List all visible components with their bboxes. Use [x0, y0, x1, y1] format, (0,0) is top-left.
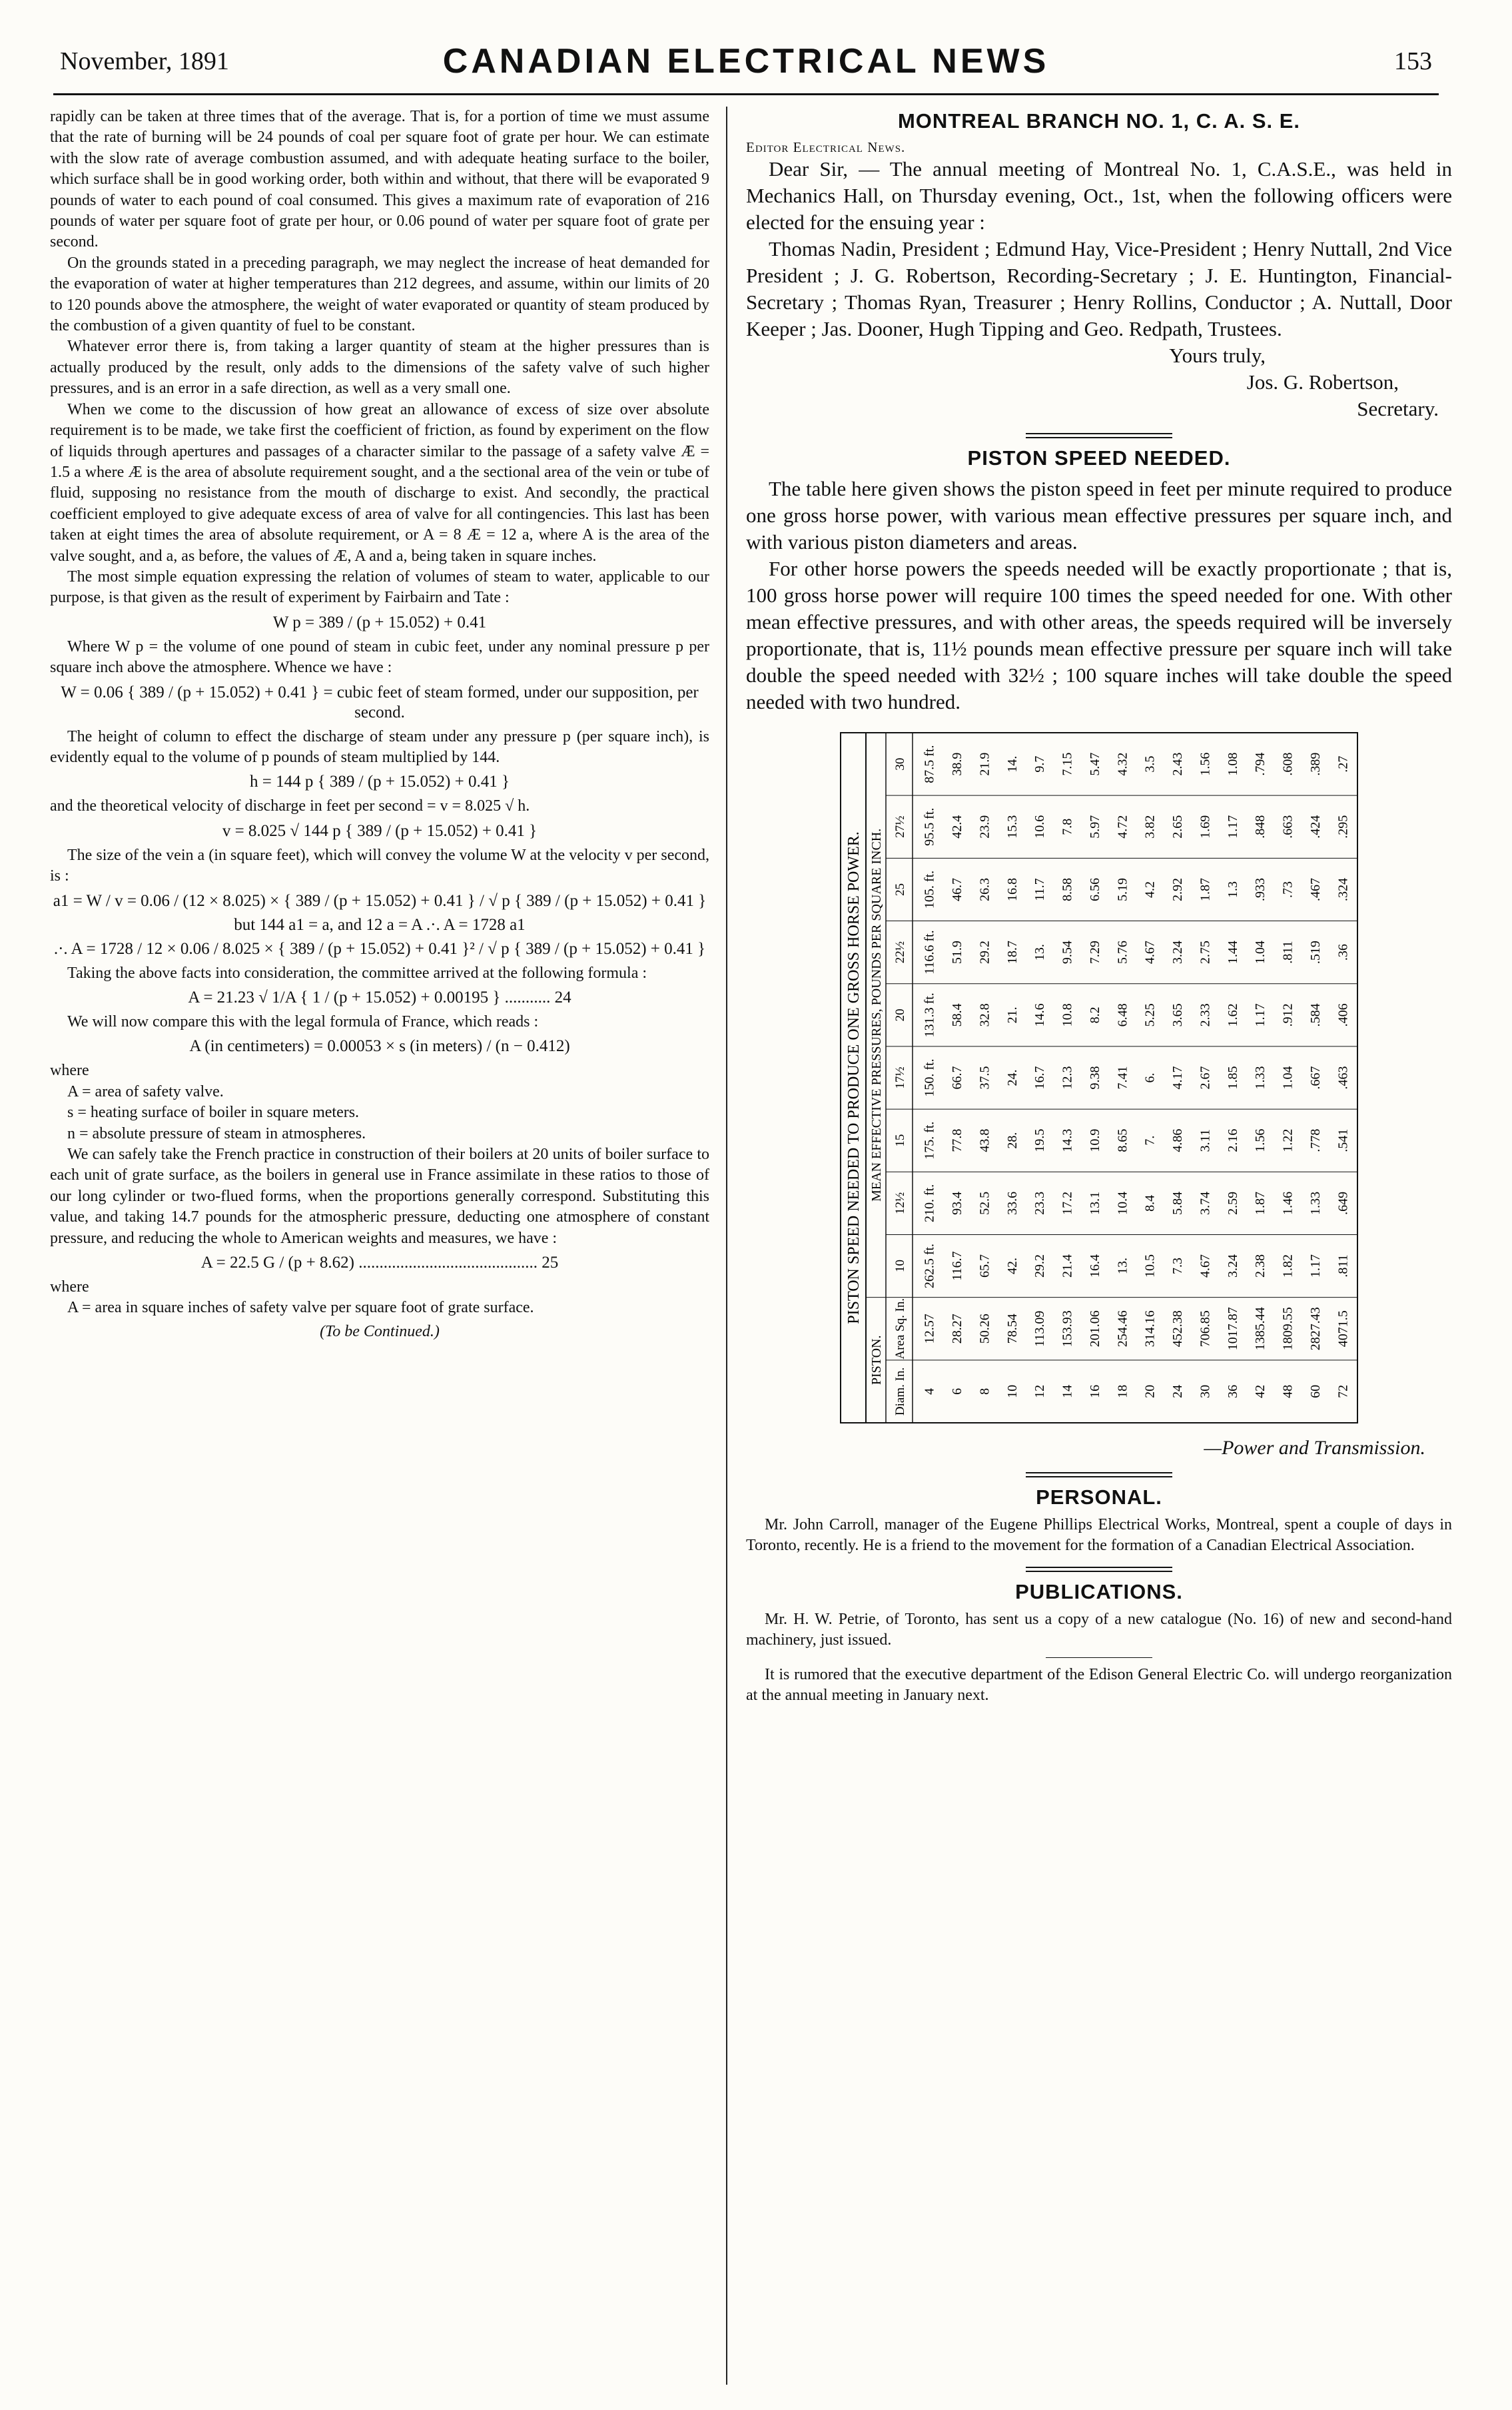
- table-cell: 1.08: [1225, 752, 1240, 776]
- section-rule: [1026, 1472, 1172, 1477]
- table-cell: 1.69: [1198, 815, 1213, 839]
- table-cell: 3.11: [1198, 1129, 1213, 1152]
- paragraph: Mr. H. W. Petrie, of Toronto, has sent us a copy of a new catalogue (No. 16) of new and second-hand machinery, just issued.: [746, 1611, 1452, 1649]
- table-cell: 9.7: [1032, 755, 1048, 773]
- publications-section: [746, 1609, 1452, 1706]
- table-cell: 1.87: [1198, 877, 1213, 901]
- table-cell: 30: [1198, 1384, 1213, 1398]
- table-cell: 16: [1087, 1384, 1102, 1398]
- table-col-header: Diam. In.: [893, 1367, 907, 1416]
- table-cell: 95.5 ft.: [922, 807, 937, 846]
- table-cell: .912: [1280, 1003, 1296, 1027]
- table-col-header: 22½: [893, 941, 907, 964]
- table-cell: 1.3: [1225, 881, 1240, 898]
- table-cell: 42.4: [950, 815, 965, 839]
- table-cell: 4.86: [1170, 1128, 1186, 1152]
- table-cell: 10.5: [1142, 1254, 1158, 1278]
- paragraph: The size of the vein a (in square feet), which will convey the volume W at the velocity v per second, is :: [50, 846, 709, 885]
- table-cell: 42.: [1004, 1258, 1020, 1275]
- table-cell: 8: [977, 1388, 992, 1395]
- table-cell: 1.56: [1198, 752, 1213, 776]
- mep-header: MEAN EFFECTIVE PRESSURES, POUNDS PER SQUARE INCH.: [869, 828, 884, 1202]
- table-cell: 131.3 ft.: [922, 993, 937, 1038]
- table-cell: 36: [1225, 1384, 1240, 1398]
- table-cell: 16.7: [1032, 1066, 1048, 1090]
- section-rule: [1026, 433, 1172, 438]
- table-cell: .811: [1335, 1254, 1351, 1278]
- table-cell: 1.44: [1225, 941, 1240, 965]
- table-cell: 18.7: [1004, 941, 1020, 965]
- table-cell: 3.65: [1170, 1003, 1186, 1027]
- paragraph: Thomas Nadin, President ; Edmund Hay, Vice-President ; Henry Nuttall, 2nd Vice President ; J. G. Robertson, Recording-Secretary ; J. E. Huntington, Financial-Secretary ; Thomas Ryan, Treasurer ; Henry Rollins, Conductor ; A. Nuttall, Door Keeper ; Jas. Dooner, Hugh Tipping and Geo. Redpath, Trustees.: [746, 237, 1452, 340]
- equation: A = 21.23 √ 1/A { 1 / (p + 15.052) + 0.00195 } ........... 24: [188, 989, 571, 1006]
- table-cell: 5.76: [1115, 941, 1130, 965]
- table-cell: 12.3: [1060, 1066, 1075, 1090]
- divider: [1046, 1657, 1152, 1658]
- table-cell: 254.46: [1115, 1310, 1130, 1348]
- table-cell: 1.85: [1225, 1066, 1240, 1090]
- table-cell: .467: [1308, 877, 1323, 901]
- table-cell: 21.9: [977, 752, 992, 776]
- piston-header: PISTON.: [869, 1335, 884, 1386]
- table-cell: .649: [1335, 1191, 1351, 1215]
- table-cell: 60: [1308, 1384, 1323, 1398]
- table-cell: 15.3: [1004, 815, 1020, 839]
- table-cell: 150. ft.: [922, 1058, 937, 1097]
- table-cell: 23.3: [1032, 1191, 1048, 1215]
- table-cell: 16.8: [1004, 877, 1020, 901]
- table-cell: 9.38: [1087, 1066, 1102, 1090]
- editor-line: Editor Electrical News.: [746, 139, 906, 155]
- table-col-header: Area Sq. In.: [893, 1298, 907, 1360]
- personal-title: PERSONAL.: [1036, 1485, 1162, 1509]
- table-cell: 1.17: [1253, 1003, 1268, 1027]
- table-cell: 20: [1142, 1384, 1158, 1398]
- table-cell: 1.33: [1308, 1191, 1323, 1215]
- table-cell: 13.1: [1087, 1191, 1102, 1215]
- table-cell: .778: [1308, 1128, 1323, 1152]
- equation: A (in centimeters) = 0.00053 × s (in meters) / (n − 0.412): [189, 1037, 570, 1056]
- table-cell: 6.56: [1087, 877, 1102, 901]
- table-cell: 1.22: [1280, 1128, 1296, 1152]
- equation: W p = 389 / (p + 15.052) + 0.41: [272, 613, 487, 631]
- table-svg: [839, 731, 1359, 1424]
- table-cell: 18: [1115, 1384, 1130, 1398]
- paragraph: Mr. John Carroll, manager of the Eugene Phillips Electrical Works, Montreal, spent a couple of days in Toronto, recently. He is a friend to the movement for the formation of a Canadian Electrical Association.: [746, 1516, 1452, 1554]
- paragraph: Where W p = the volume of one pound of steam in cubic feet, under any nominal pressure p per square inch above the atmosphere. Whence we have :: [50, 637, 709, 677]
- table-cell: 2.75: [1198, 941, 1213, 965]
- paragraph: rapidly can be taken at three times that of the average. That is, for a portion of time we must assume that the rate of burning will be 24 pounds of coal per square foot of grate per hour. We can estimate with the slow rate of average combustion assumed, and with adequate heating surface to the boiler, which surface shall be in good working order, both within and without, that there will be evaporated 9 pounds of water to each pound of coal consumed. This gives a maximum rate of evaporation of 216 pounds of water per square foot of grate per hour, or 0.06 pound of water per square foot of grate per second.: [50, 108, 709, 251]
- table-cell: 21.: [1004, 1006, 1020, 1024]
- table-cell: 26.3: [977, 877, 992, 901]
- issue-date: November, 1891: [60, 47, 229, 75]
- closing: Yours truly,: [1169, 344, 1266, 367]
- table-cell: 72: [1335, 1384, 1351, 1398]
- table-cell: .324: [1335, 877, 1351, 901]
- table-cell: 50.26: [977, 1314, 992, 1344]
- where-line: where: [50, 1278, 89, 1296]
- table-cell: 10.9: [1087, 1128, 1102, 1152]
- table-cell: 9.54: [1060, 941, 1075, 965]
- table-cell: .848: [1253, 815, 1268, 839]
- table-cell: 5.84: [1170, 1191, 1186, 1215]
- table-cell: 66.7: [950, 1066, 965, 1090]
- equation: A = 22.5 G / (p + 8.62) ........................................... 25: [200, 1254, 559, 1272]
- publication-title: CANADIAN ELECTRICAL NEWS: [442, 42, 1050, 81]
- table-cell: 24.: [1004, 1069, 1020, 1086]
- table-cell: 1385.44: [1253, 1307, 1268, 1351]
- table-cell: .27: [1335, 755, 1351, 773]
- table-cell: 12: [1032, 1384, 1048, 1398]
- table-cell: .295: [1335, 815, 1351, 839]
- table-cell: 210. ft.: [922, 1184, 937, 1222]
- piston-speed-table: [839, 731, 1359, 1424]
- table-cell: 48: [1280, 1384, 1296, 1398]
- table-cell: 3.24: [1225, 1254, 1240, 1278]
- equation: but 144 a1 = a, and 12 a = A .·. A = 1728 a1: [234, 915, 526, 934]
- table-cell: 6.: [1142, 1072, 1158, 1083]
- paragraph: Dear Sir, — The annual meeting of Montreal No. 1, C.A.S.E., was held in Mechanics Hall, on Thursday evening, Oct., 1st, when the following officers were elected for the ensuing year :: [746, 157, 1452, 234]
- table-cell: .541: [1335, 1128, 1351, 1152]
- table-cell: 2.43: [1170, 752, 1186, 776]
- table-cell: 11.7: [1032, 878, 1048, 901]
- to-be-continued: (To be Continued.): [320, 1322, 440, 1340]
- table-cell: 5.97: [1087, 815, 1102, 839]
- table-cell: 5.25: [1142, 1003, 1158, 1027]
- equation: W = 0.06 { 389 / (p + 15.052) + 0.41 } = cubic feet of steam formed, under our supposition, per second.: [61, 683, 699, 721]
- personal-section: [746, 1515, 1452, 1556]
- table-cell: 4.72: [1115, 815, 1130, 839]
- page-number: 153: [1394, 47, 1432, 75]
- table-cell: 14: [1060, 1384, 1075, 1398]
- table-cell: 19.5: [1032, 1128, 1048, 1152]
- table-credit: —Power and Transmission.: [1204, 1437, 1425, 1459]
- table-cell: 93.4: [950, 1191, 965, 1215]
- paragraph: Taking the above facts into consideration, the committee arrived at the following formula :: [67, 964, 647, 982]
- table-cell: 65.7: [977, 1254, 992, 1278]
- paragraph: For other horse powers the speeds needed will be exactly proportionate ; that is, 100 gross horse power will require 100 times the speed needed for one. With other mean effective pressures, and with other areas, the speeds required will be inversely proportionate, that is, 11½ pounds mean effective pressure per square inch will take double the speed needed with 32½ ; 100 square inches will take double the speed needed with two hundred.: [746, 557, 1452, 713]
- table-cell: 37.5: [977, 1066, 992, 1090]
- table-cell: 14.6: [1032, 1003, 1048, 1027]
- table-cell: 4.17: [1170, 1066, 1186, 1090]
- table-cell: 1.04: [1280, 1066, 1296, 1090]
- table-cell: 33.6: [1004, 1191, 1020, 1215]
- where-line: s = heating surface of boiler in square meters.: [67, 1104, 360, 1122]
- table-cell: 8.4: [1142, 1194, 1158, 1212]
- table-cell: 4: [922, 1388, 937, 1395]
- table-cell: 452.38: [1170, 1310, 1186, 1348]
- paragraph: When we come to the discussion of how great an allowance of excess of size over absolute requirement is to be made, we take first the coefficient of friction, as found by experiment on the flow of liquids through apertures and passages of a character similar to the passage of a safety valve Æ = 1.5 a where Æ is the area of absolute requirement sought, and a the sectional area of the vein or tube of fluid, supposing no resistance from the mouth of discharge to exist. And secondly, the practical coefficient employed to give adequate excess of area of valve for all contingencies. This last has been taken at eight times the area of absolute requirement, or A = 8 Æ = 12 a, where A is the area of the valve sought, and a, as before, the values of Æ, A and a, being taken in square inches.: [50, 400, 709, 565]
- signature: Jos. G. Robertson,: [1246, 370, 1399, 394]
- table-cell: 4.2: [1142, 881, 1158, 898]
- table-cell: 10.4: [1115, 1191, 1130, 1215]
- table-cell: 2.16: [1225, 1128, 1240, 1152]
- table-cell: 3.24: [1170, 941, 1186, 965]
- section-rule: [1026, 1567, 1172, 1572]
- equation: v = 8.025 √ 144 p { 389 / (p + 15.052) + 0.41 }: [222, 821, 538, 840]
- table-cell: .406: [1335, 1003, 1351, 1027]
- table-cell: 32.8: [977, 1003, 992, 1027]
- table-cell: 1.46: [1280, 1191, 1296, 1215]
- table-cell: 12.57: [922, 1314, 937, 1344]
- equation: a1 = W / v = 0.06 / (12 × 8.025) × { 389 / (p + 15.052) + 0.41 } / √ p { 389 / (p + 15.052) + 0.41 }: [53, 891, 707, 910]
- table-cell: .584: [1308, 1003, 1323, 1027]
- table-cell: 38.9: [950, 752, 965, 776]
- table-cell: 4.32: [1115, 752, 1130, 776]
- table-cell: 46.7: [950, 877, 965, 901]
- table-cell: 3.82: [1142, 815, 1158, 839]
- column-divider: [726, 107, 727, 2385]
- table-cell: 14.3: [1060, 1128, 1075, 1152]
- table-cell: 78.54: [1004, 1314, 1020, 1344]
- table-cell: 16.4: [1087, 1254, 1102, 1278]
- equation: h = 144 p { 389 / (p + 15.052) + 0.41 }: [250, 773, 510, 791]
- table-cell: 4.67: [1142, 941, 1158, 965]
- paragraph: The height of column to effect the discharge of steam under any pressure p (per square inch), is evidently equal to the volume of p pounds of steam multiplied by 144.: [50, 727, 709, 766]
- table-cell: 7.: [1142, 1135, 1158, 1146]
- table-cell: 3.74: [1198, 1191, 1213, 1215]
- table-cell: .424: [1308, 815, 1323, 839]
- montreal-title: MONTREAL BRANCH NO. 1, C. A. S. E.: [897, 109, 1301, 133]
- table-cell: 6.48: [1115, 1003, 1130, 1027]
- table-col-header: 30: [893, 757, 907, 771]
- paragraph: We will now compare this with the legal formula of France, which reads :: [67, 1013, 539, 1030]
- table-cell: 10.8: [1060, 1003, 1075, 1027]
- table-col-header: 10: [893, 1260, 907, 1273]
- table-cell: 1.33: [1253, 1066, 1268, 1090]
- right-column: [746, 107, 1452, 2385]
- table-cell: 4.67: [1198, 1254, 1213, 1278]
- table-col-header: 12½: [893, 1192, 907, 1214]
- table-cell: 1.17: [1225, 815, 1240, 839]
- table-cell: 7.29: [1087, 941, 1102, 965]
- table-cell: 24: [1170, 1384, 1186, 1398]
- table-col-header: 17½: [893, 1066, 907, 1089]
- piston-title: PISTON SPEED NEEDED.: [967, 446, 1231, 470]
- table-cell: 52.5: [977, 1191, 992, 1215]
- table-cell: 2.59: [1225, 1191, 1240, 1215]
- table-cell: 21.4: [1060, 1254, 1075, 1278]
- table-cell: 706.85: [1198, 1310, 1213, 1348]
- table-cell: 6: [950, 1388, 965, 1395]
- table-cell: .608: [1280, 752, 1296, 776]
- where-line: where: [50, 1062, 89, 1080]
- table-cell: 43.8: [977, 1128, 992, 1152]
- table-cell: .389: [1308, 752, 1323, 776]
- paragraph: On the grounds stated in a preceding paragraph, we may neglect the increase of heat demanded for the evaporation of water at higher temperatures than 212 degrees, and assume, within our limits of 20 to 120 pounds above the atmosphere, the weight of water evaporated or quantity of steam produced by the combustion of a given quantity of fuel to be constant.: [50, 254, 709, 335]
- table-cell: 1.87: [1253, 1191, 1268, 1215]
- table-cell: 1.04: [1253, 941, 1268, 965]
- table-cell: 13.: [1115, 1258, 1130, 1275]
- table-cell: .73: [1280, 881, 1296, 898]
- table-cell: .794: [1253, 752, 1268, 776]
- table-cell: 262.5 ft.: [922, 1243, 937, 1289]
- table-cell: .811: [1280, 941, 1296, 964]
- table-cell: 29.2: [977, 941, 992, 965]
- table-cell: 113.09: [1032, 1310, 1048, 1347]
- table-col-header: 15: [893, 1134, 907, 1147]
- table-cell: 105. ft.: [922, 870, 937, 909]
- table-cell: 77.8: [950, 1128, 965, 1152]
- table-col-header: 27½: [893, 815, 907, 838]
- table-cell: 2.67: [1198, 1066, 1213, 1090]
- table-cell: 1.62: [1225, 1003, 1240, 1027]
- table-cell: 116.7: [950, 1251, 965, 1281]
- where-line: A = area of safety valve.: [67, 1082, 224, 1100]
- table-cell: 7.15: [1060, 752, 1075, 776]
- table-cell: 28.: [1004, 1132, 1020, 1149]
- table-cell: 1809.55: [1280, 1307, 1296, 1351]
- table-cell: 201.06: [1087, 1310, 1102, 1348]
- paragraph: The most simple equation expressing the relation of volumes of steam to water, applicable to our purpose, is that given as the result of experiment by Fairbairn and Tate :: [50, 568, 709, 607]
- table-cell: 314.16: [1142, 1310, 1158, 1348]
- page-header: [60, 42, 1432, 93]
- table-cell: 8.65: [1115, 1128, 1130, 1152]
- table-cell: 4071.5: [1335, 1310, 1351, 1348]
- publications-title: PUBLICATIONS.: [1015, 1580, 1183, 1603]
- where-line: A = area in square inches of safety valve per square foot of grate surface.: [67, 1299, 534, 1317]
- table-cell: 8.58: [1060, 877, 1075, 901]
- table-cell: 42: [1253, 1384, 1268, 1398]
- table-col-header: 25: [893, 883, 907, 896]
- table-cell: 2.92: [1170, 877, 1186, 901]
- paragraph: We can safely take the French practice in construction of their boilers at 20 units of boiler surface to each unit of grate surface, as the boilers in general use in France assimilate in these ratios to those of our long cylinder or two-flued forms, when the proportions generally correspond. Substituting this value, and taking 14.7 pounds for the atmospheric pressure, deducting one atmosphere of constant pressure, and reducing the whole to American weights and measures, we have :: [50, 1146, 709, 1247]
- table-cell: 3.5: [1142, 755, 1158, 773]
- table-cell: .36: [1335, 944, 1351, 961]
- table-cell: .667: [1308, 1066, 1323, 1090]
- table-cell: 1.17: [1308, 1254, 1323, 1278]
- table-cell: 8.2: [1087, 1006, 1102, 1024]
- table-cell: 7.8: [1060, 818, 1075, 835]
- header-rule: [53, 93, 1439, 95]
- paragraph: and the theoretical velocity of discharge in feet per second = v = 8.025 √ h.: [50, 797, 530, 815]
- left-column: [50, 107, 709, 2385]
- table-cell: 10: [1004, 1384, 1020, 1398]
- signature-role: Secretary.: [1357, 397, 1439, 420]
- table-cell: 87.5 ft.: [922, 745, 937, 783]
- table-cell: 10.6: [1032, 815, 1048, 839]
- table-cell: .463: [1335, 1066, 1351, 1090]
- table-cell: .519: [1308, 941, 1323, 965]
- table-cell: 2827.43: [1308, 1307, 1323, 1351]
- table-col-header: 20: [893, 1008, 907, 1022]
- table-cell: 23.9: [977, 815, 992, 839]
- table-cell: 14.: [1004, 755, 1020, 773]
- table-cell: 29.2: [1032, 1254, 1048, 1278]
- table-title: PISTON SPEED NEEDED TO PRODUCE ONE GROSS HORSE POWER.: [845, 831, 863, 1324]
- paragraph: The table here given shows the piston speed in feet per minute required to produce one gross horse power, with various mean effective pressures per square inch, and with various piston diameters and areas.: [746, 477, 1452, 554]
- table-cell: 1017.87: [1225, 1307, 1240, 1351]
- table-cell: .663: [1280, 815, 1296, 839]
- where-line: n = absolute pressure of steam in atmospheres.: [67, 1124, 366, 1142]
- table-cell: 58.4: [950, 1003, 965, 1027]
- table-cell: 17.2: [1060, 1191, 1075, 1215]
- table-cell: 1.56: [1253, 1128, 1268, 1152]
- paragraph: Whatever error there is, from taking a larger quantity of steam at the higher pressures than is actually produced by the result, only adds to the dimensions of the safety valve of such higher pressures, and is an error in a safe direction, as well as a very small one.: [50, 338, 709, 398]
- table-cell: .933: [1253, 877, 1268, 901]
- table-cell: 153.93: [1060, 1310, 1075, 1348]
- table-cell: 28.27: [950, 1314, 965, 1344]
- table-cell: 1.82: [1280, 1254, 1296, 1278]
- table-cell: 116.6 ft.: [922, 930, 937, 975]
- table-cell: 175. ft.: [922, 1121, 937, 1160]
- table-cell: 2.38: [1253, 1254, 1268, 1278]
- table-cell: 2.65: [1170, 815, 1186, 839]
- paragraph: It is rumored that the executive department of the Edison General Electric Co. will undergo reorganization at the annual meeting in January next.: [746, 1666, 1452, 1704]
- table-cell: 13.: [1032, 944, 1048, 961]
- table-cell: 5.47: [1087, 752, 1102, 776]
- table-cell: 2.33: [1198, 1003, 1213, 1027]
- table-cell: 7.41: [1115, 1066, 1130, 1090]
- table-cell: 5.19: [1115, 877, 1130, 901]
- equation: .·. A = 1728 / 12 × 0.06 / 8.025 × { 389 / (p + 15.052) + 0.41 }² / √ p { 389 / (p + 15.052) + 0.41 }: [53, 939, 706, 958]
- table-cell: 7.3: [1170, 1258, 1186, 1275]
- table-cell: 51.9: [950, 941, 965, 965]
